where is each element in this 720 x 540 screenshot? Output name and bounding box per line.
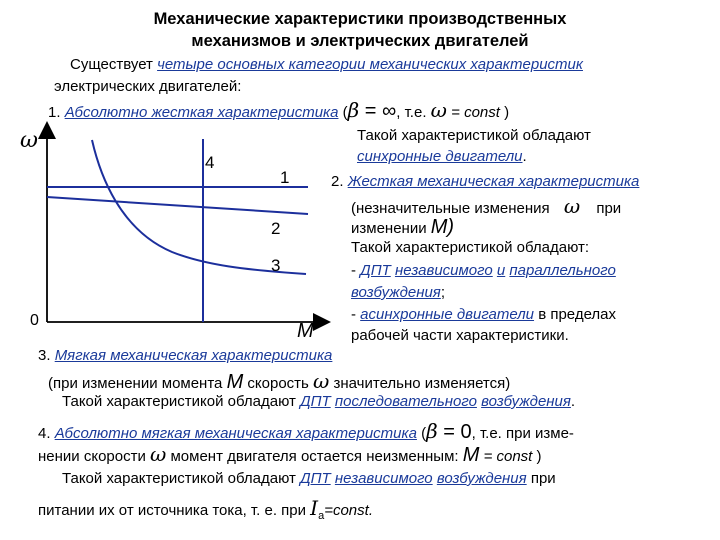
item4-link[interactable]: Абсолютно мягкая механическая характеристика xyxy=(54,425,417,442)
item2-owner1-dash: - xyxy=(351,262,361,279)
item3-number: 3. xyxy=(38,347,55,364)
item4-eq-const: = const xyxy=(479,448,533,465)
item3-link[interactable]: Мягкая механическая характеристика xyxy=(54,347,333,364)
item1-open: ( xyxy=(338,104,348,121)
item3-desc-end: значительно изменяется) xyxy=(329,375,511,392)
item2-desc1: (незначительные изменения xyxy=(351,200,550,217)
item2-owner1-b[interactable]: независимого xyxy=(394,262,493,279)
item1-eq-inf: = ∞ xyxy=(359,100,397,122)
item2-desc1-end: при xyxy=(596,200,622,217)
item2-desc2: изменении xyxy=(351,220,431,237)
item4-owner-a[interactable]: ДПТ xyxy=(300,470,331,487)
page-title-line-2: механизмов и электрических двигателей xyxy=(191,32,529,50)
curve-label-2: 2 xyxy=(271,219,281,238)
curve-label-1: 1 xyxy=(280,168,290,187)
item2-owner1-c[interactable]: и xyxy=(496,262,506,279)
omega-symbol: ω xyxy=(313,369,330,393)
item4-line4-prefix: питании их от источника тока, т. е. при xyxy=(38,502,311,519)
item2-link[interactable]: Жесткая механическая характеристика xyxy=(347,173,640,190)
item4-owner-c[interactable]: возбуждения xyxy=(436,470,527,487)
item4-line2-prefix: нении скорости xyxy=(38,448,151,465)
item4-te: , т.е. при изме- xyxy=(471,425,574,442)
item3-desc-prefix: (при изменении момента xyxy=(48,375,227,392)
item3-owner-prefix: Такой характеристикой обладают xyxy=(62,393,301,410)
item3-desc-mid: скорость xyxy=(243,375,314,392)
omega-symbol: ω xyxy=(150,442,167,466)
item3-owner-a[interactable]: ДПТ xyxy=(300,393,331,410)
x-axis-label: M xyxy=(297,320,314,342)
item2-M: M) xyxy=(430,216,455,238)
item1-number: 1. xyxy=(48,104,65,121)
curve-2-rigid xyxy=(47,197,308,214)
item2-owner2-line-2: рабочей части характеристики. xyxy=(351,327,569,344)
item1-eq-const: = const xyxy=(446,104,500,121)
item4-close: ) xyxy=(532,448,542,465)
item4-number: 4. xyxy=(38,425,55,442)
item2-number: 2. xyxy=(331,173,348,190)
curve-label-3: 3 xyxy=(271,256,281,275)
item2-owner1-a[interactable]: ДПТ xyxy=(360,262,391,279)
item1-link[interactable]: Абсолютно жесткая характеристика xyxy=(64,104,339,121)
item2-owner1-end: ; xyxy=(440,284,445,301)
intro-link[interactable]: четыре основных категории механических характеристик xyxy=(157,56,583,73)
current-symbol: I xyxy=(310,496,319,520)
item2-owner2-dash: - xyxy=(351,306,361,323)
item3-owner-c[interactable]: возбуждения xyxy=(481,393,571,410)
page-title-line-1: Механические характеристики производственных xyxy=(153,10,567,28)
item4-line4-end: =const. xyxy=(324,502,373,519)
intro-prefix: Существует xyxy=(70,56,158,73)
item4-line2-mid: момент двигателя остается неизменным: xyxy=(166,448,463,465)
item1-owner-link[interactable]: синхронные двигатели xyxy=(357,148,523,165)
item3-M: M xyxy=(226,371,244,393)
curve-label-4: 4 xyxy=(205,153,215,172)
current-subscript: a xyxy=(318,510,325,522)
item4-M: M xyxy=(462,444,480,466)
item4-owner-b[interactable]: независимого xyxy=(334,470,433,487)
omega-symbol: ω xyxy=(563,194,581,218)
item4-owner-prefix: Такой характеристикой обладают xyxy=(62,470,301,487)
item2-owner1-d[interactable]: параллельного xyxy=(509,262,616,279)
origin-label: 0 xyxy=(30,312,39,329)
item2-owners-title: Такой характеристикой обладают: xyxy=(351,239,590,256)
item4-owner-end: при xyxy=(526,470,556,487)
omega-symbol: ω xyxy=(430,98,447,122)
item1-owner-suffix: . xyxy=(522,148,527,165)
intro-line-2: электрических двигателей: xyxy=(54,78,242,95)
item2-owner2-link[interactable]: асинхронные двигатели xyxy=(360,306,535,323)
beta-symbol: β xyxy=(426,419,438,443)
item3-owner-b[interactable]: последовательного xyxy=(334,393,477,410)
item1-owner-prefix: Такой характеристикой обладают xyxy=(357,127,591,144)
item4-eq-zero: = 0 xyxy=(437,421,472,443)
beta-symbol: β xyxy=(347,98,360,122)
item1-te: , т.е. xyxy=(396,104,431,121)
item2-owner2-rest: в пределах xyxy=(534,306,617,323)
item3-owner-end: . xyxy=(570,393,576,410)
item1-close: ) xyxy=(499,104,510,121)
item4-open: ( xyxy=(416,425,427,442)
y-axis-label: ω xyxy=(20,128,38,153)
item2-owner1-e[interactable]: возбуждения xyxy=(351,284,441,301)
